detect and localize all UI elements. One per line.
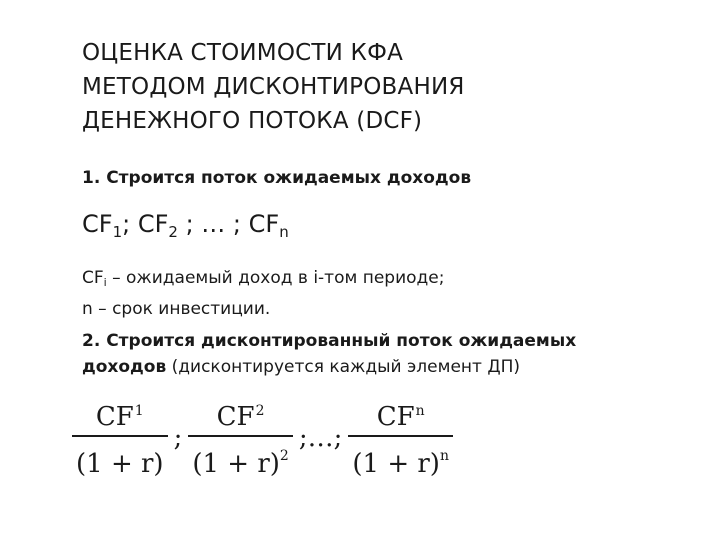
definition-cf-text: – ожидаемый доход в i-том периоде;: [106, 268, 445, 288]
cf-label-1: CF: [82, 210, 113, 238]
cf-subscript-2: 2: [168, 223, 178, 241]
cf-subscript-1: 1: [112, 223, 123, 241]
denominator-1-text: (1 + r): [76, 448, 164, 479]
numerator-2-cf: CF: [216, 402, 255, 433]
numerator-n-cf: CF: [376, 402, 415, 433]
cf-separator-1: ;: [122, 210, 138, 238]
numerator-1: [90, 395, 150, 435]
denominator-2: [188, 437, 293, 481]
definitions: [82, 265, 444, 322]
definition-cf-subscript: i: [103, 276, 107, 289]
definition-cf-label: CF: [82, 268, 104, 288]
step-2-bold: 2. Строится дисконтированный поток ожидаемых доходов: [82, 331, 577, 377]
numerator-n-sub: n: [415, 403, 425, 420]
denominator-2-exp: 2: [279, 447, 289, 464]
cf-label-2: CF: [137, 210, 169, 238]
fraction-2: [188, 395, 293, 481]
slide-title: [82, 36, 642, 138]
fraction-1: [72, 395, 168, 481]
step-2-normal: (дисконтируется каждый элемент ДП): [166, 357, 521, 377]
denominator-n: [348, 437, 453, 481]
numerator-1-cf: CF: [95, 402, 134, 433]
definition-cf: [82, 265, 444, 296]
title-line-3: ДЕНЕЖНОГО ПОТОКА (DCF): [82, 108, 423, 134]
denominator-1: [72, 437, 168, 481]
denominator-n-exp: n: [439, 447, 449, 464]
step-2-text: [82, 328, 642, 380]
formula-separator-1: ;: [173, 423, 183, 453]
numerator-2: [211, 395, 271, 435]
numerator-1-sub: 1: [134, 403, 144, 420]
step-1-text: 1. Строится поток ожидаемых доходов: [82, 168, 472, 188]
cf-label-n: CF: [248, 210, 280, 238]
cash-flow-sequence: [82, 210, 289, 241]
cf-separator-2: ; … ;: [177, 210, 249, 238]
denominator-n-text: (1 + r): [352, 448, 440, 479]
formula-separator-2: ;…;: [298, 423, 343, 453]
numerator-2-sub: 2: [255, 403, 265, 420]
denominator-2-text: (1 + r): [192, 448, 280, 479]
discount-formula: [72, 398, 453, 478]
fraction-n: [348, 395, 453, 481]
numerator-n: [371, 395, 431, 435]
definition-n: n – срок инвестиции.: [82, 299, 271, 319]
cf-subscript-n: n: [279, 223, 289, 241]
title-line-1: ОЦЕНКА СТОИМОСТИ КФА: [82, 40, 404, 66]
title-line-2: МЕТОДОМ ДИСКОНТИРОВАНИЯ: [82, 74, 465, 100]
